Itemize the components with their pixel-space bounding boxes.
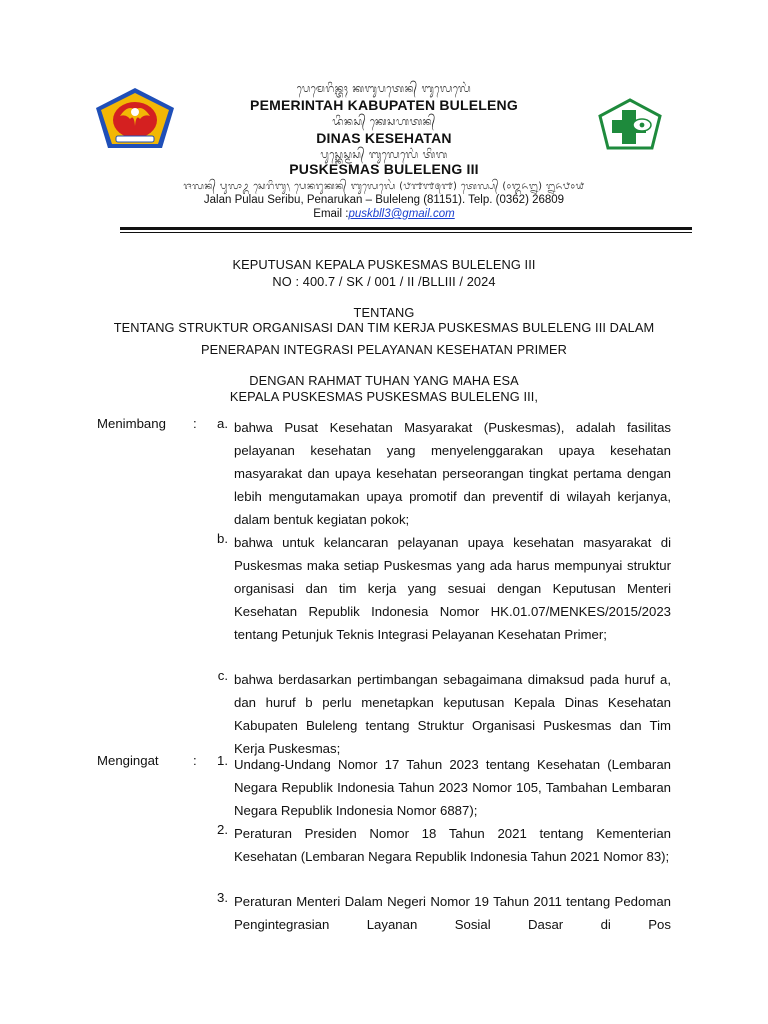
mengingat-marker-2: 2. [217,822,228,837]
subject-line-2: PENERAPAN INTEGRASI PELAYANAN KESEHATAN PRIMER [200,342,568,357]
mengingat-item-2 [234,822,671,868]
menimbang-marker-a: a. [217,416,228,431]
kop-divider-thin [120,232,692,233]
kop-balinese-address: ᬚᬮᬦ᭄ ᬧᬸᬮᬵᬉ ᬲᬾᬭᬶᬩᬸ᭞ ᬧᬾᬦᬭᬸᬓᬦ᭄ ᬩᬸᬮᬾᬮᬾᬂ (᭘᭑᭑᭕᭑) ᬢᬾᬮ᭄ᬧ᭄ (᭐᭓᭖᭒) ᭒᭖᭘᭐᭙ [183,181,585,192]
issuer-line: KEPALA PUSKESMAS PUSKESMAS BULELENG III, [229,389,539,404]
menimbang-text-b: bahwa untuk kelancaran pelayanan upaya kesehatan masyarakat di Puskesmas maka setiap Puskesmas yang ada harus mempunyai struktur organisasi dan tim kerja yang sesuai dengan Keputusan Menteri Kesehatan Republik Indonesia Nomor HK.01.07/MENKES/2015/2023 tentang Petunjuk Teknis Integrasi Pelayanan Kesehatan Primer; [234,535,671,642]
mengingat-text-1: Undang-Undang Nomor 17 Tahun 2023 tentang Kesehatan (Lembaran Negara Republik Indonesia Tahun 2023 Nomor 105, Tambahan Lembaran Negara Republik Indonesia Nomor 6887); [234,757,671,818]
menimbang-item-a [234,416,671,531]
kop-pemerintah: PEMERINTAH KABUPATEN BULELENG [250,97,518,113]
decree-title: KEPUTUSAN KEPALA PUSKESMAS BULELENG III [232,257,536,272]
kop-balinese-line-1: ᬧᬾᬫᬾᬭᬶᬦ᭄ᬢᬄ ᬓᬩᬸᬧᬢᬾᬦ᭄ ᬩᬸᬮᬾᬮᬾᬂ [296,83,472,95]
mengingat-marker-1: 1. [217,753,228,768]
blessing-line: DENGAN RAHMAT TUHAN YANG MAHA ESA [249,373,519,388]
decree-number: NO : 400.7 / SK / 001 / II /BLLIII / 2024 [272,274,496,289]
tentang-heading: TENTANG [353,305,415,320]
menimbang-item-b [234,531,671,646]
menimbang-marker-b: b. [217,531,228,546]
mengingat-text-2: Peraturan Presiden Nomor 18 Tahun 2021 tentang Kementerian Kesehatan (Lembaran Negara Republik Indonesia Tahun 2021 Nomor 83); [234,826,671,864]
kop-address: Jalan Pulau Seribu, Penarukan – Buleleng (81151). Telp. (0362) 26809 [203,194,565,206]
kop-puskesmas: PUSKESMAS BULELENG III [289,161,479,177]
menimbang-marker-c: c. [217,668,228,683]
kop-balinese-line-3: ᬧᬸᬲ᭄ᬓᬾᬲ᭄ᬫᬲ᭄ ᬩᬸᬮᬾᬮᬾᬂ ᬢᬶᬕ [320,149,448,161]
menimbang-colon: : [193,416,197,431]
kop-email-line [0,208,768,220]
mengingat-marker-3: 3. [217,890,228,905]
menimbang-label: Menimbang [97,416,166,431]
email-label: Email : [313,208,349,220]
mengingat-item-3 [234,890,671,936]
subject-line-1: TENTANG STRUKTUR ORGANISASI DAN TIM KERJA PUSKESMAS BULELENG III DALAM [113,320,655,335]
kop-balinese-line-2: ᬤᬶᬦᬲ᭄ ᬓᬾᬲᬳᬢᬦ᭄ [332,116,436,128]
menimbang-text-c: bahwa berdasarkan pertimbangan sebagaimana dimaksud pada huruf a, dan huruf b perlu menetapkan keputusan Kepala Dinas Kesehatan Kabupaten Buleleng tentang Struktur Organisasi Puskesmas dan Tim Kerja Puskesmas; [234,672,671,756]
mengingat-colon: : [193,753,197,768]
kop-divider-thick [120,227,692,230]
menimbang-text-a: bahwa Pusat Kesehatan Masyarakat (Puskesmas), adalah fasilitas pelayanan kesehatan yang menyelenggarakan upaya kesehatan masyarakat dan upaya kesehatan perseorangan tingkat pertama dengan lebih mengutamakan upaya promotif dan preventif di wilayah kerjanya, dalam bentuk kegiatan pokok; [234,420,671,527]
mengingat-label: Mengingat [97,753,159,768]
mengingat-text-3: Peraturan Menteri Dalam Negeri Nomor 19 Tahun 2011 tentang Pedoman Pengintegrasian Layanan Sosial Dasar di Pos [234,894,671,932]
menimbang-item-c [234,668,671,760]
mengingat-item-1 [234,753,671,822]
kop-dinas: DINAS KESEHATAN [316,130,452,146]
email-link[interactable]: puskbll3@gmail.com [348,208,455,220]
